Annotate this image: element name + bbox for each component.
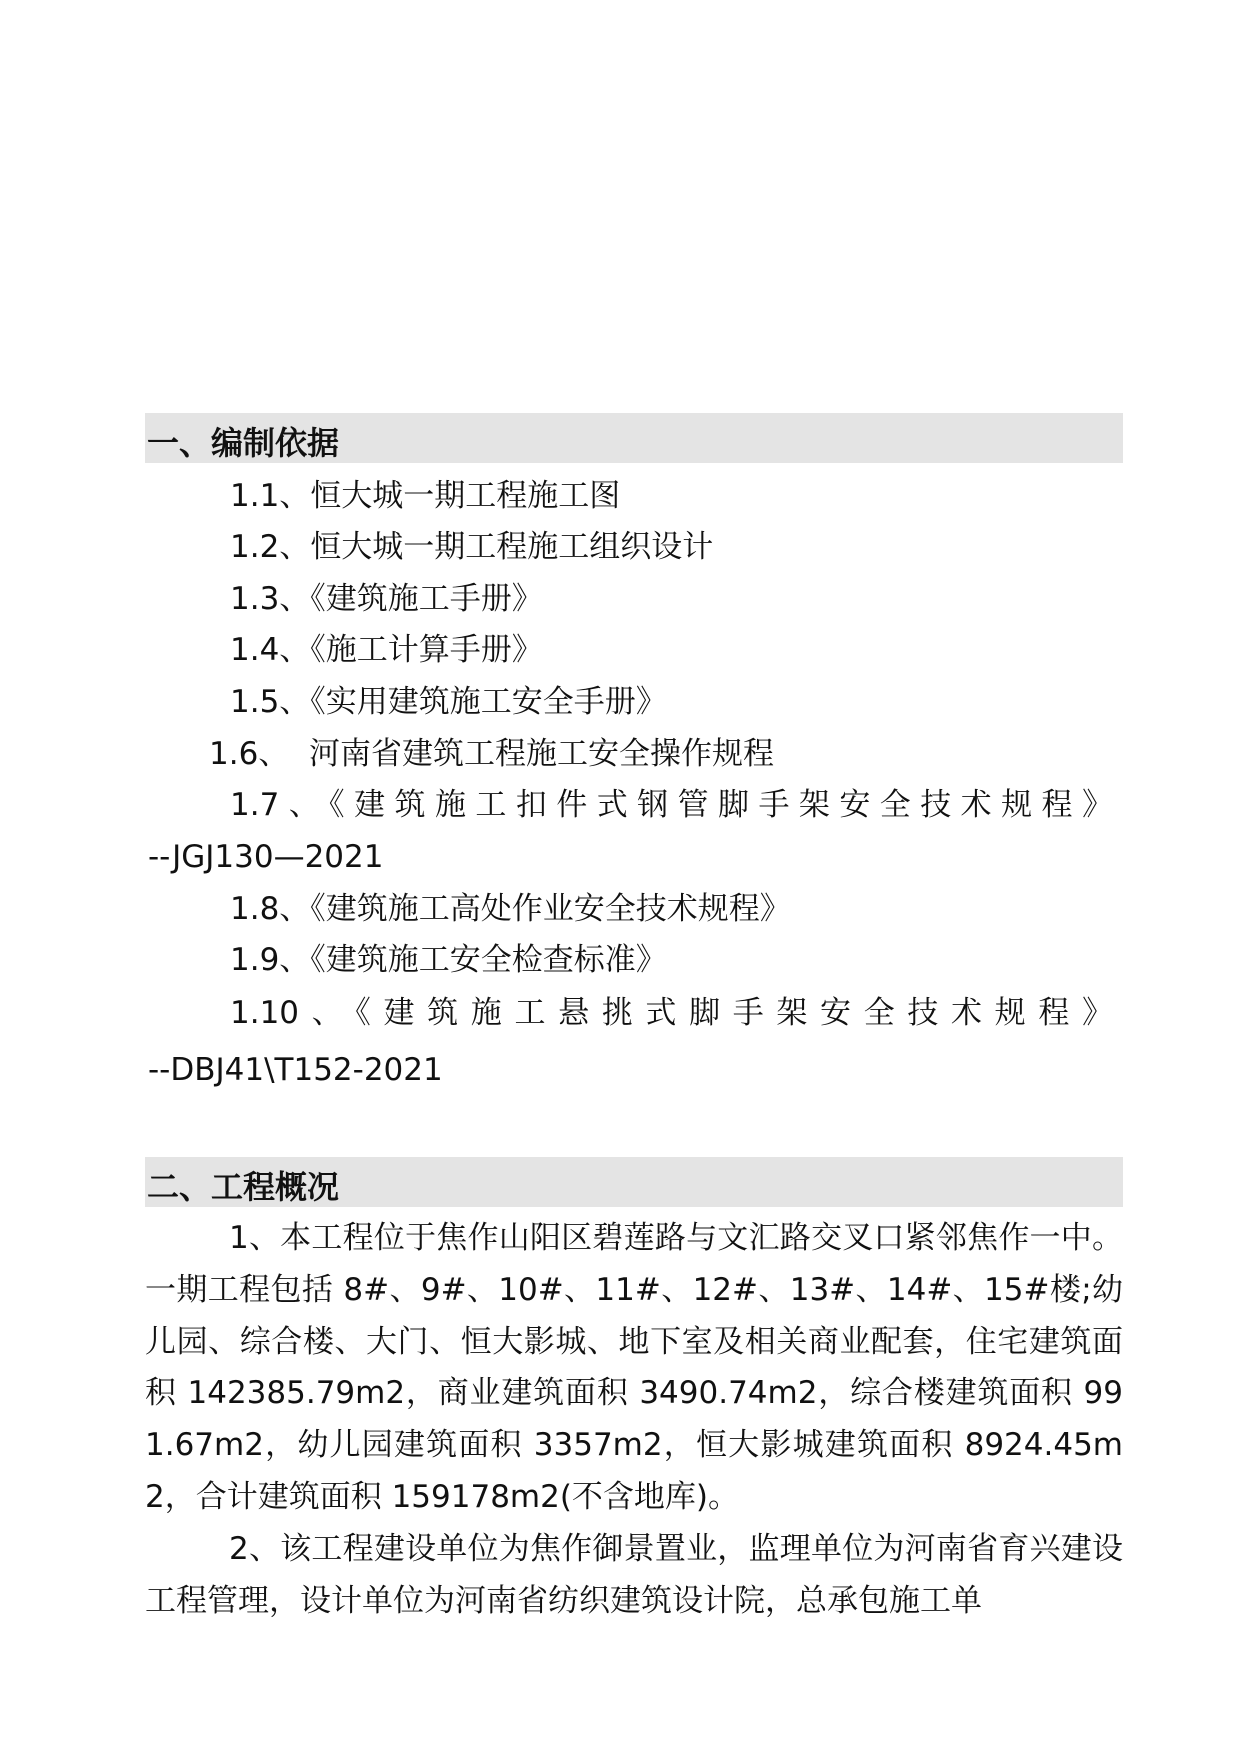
paragraph: 1、本工程位于焦作山阳区碧莲路与文汇路交叉口紧邻焦作一中。一期工程包括 8#、9#、10#、11#、12#、13#、14#、15#楼;幼儿园、综合楼、大门、恒大影城、地下室及相关商业配套，住宅建筑面积 142385.79m2，商业建筑面积 3490.74m2，综合楼建筑面积 991.67m2，幼儿园建筑面积 3357m2，恒大影城建筑面积 8924.45m2，合计建筑面积 159178m2(不含地库)。 [145, 1220, 1123, 1515]
list-item: 1.4、《施工计算手册》 [230, 632, 543, 668]
list-item: 1.2、恒大城一期工程施工组织设计 [230, 529, 714, 565]
list-item: 1.1、恒大城一期工程施工图 [230, 478, 621, 514]
section-header-basis [145, 413, 1123, 463]
list-item: 1.3、《建筑施工手册》 [230, 581, 543, 617]
list-item: 1.8、《建筑施工高处作业安全技术规程》 [230, 891, 791, 927]
list-item: 1.5、《实用建筑施工安全手册》 [230, 684, 667, 720]
list-item [230, 993, 1113, 1033]
list-item: 1.9、《建筑施工安全检查标准》 [230, 942, 667, 978]
list-item-text: 1.7、《建筑施工扣件式钢管脚手架安全技术规程》 [230, 787, 1113, 823]
list-item-text: 1.10、《建筑施工悬挑式脚手架安全技术规程》 [230, 995, 1113, 1031]
section-title: 一、编制依据 [147, 424, 340, 462]
section-title: 二、工程概况 [147, 1168, 340, 1206]
list-item-continuation: --JGJ130—2021 [148, 839, 384, 875]
list-item: 1.6、 河南省建筑工程施工安全操作规程 [209, 736, 775, 772]
paragraph: 2、该工程建设单位为焦作御景置业，监理单位为河南省育兴建设工程管理，设计单位为河南省纺织建筑设计院，总承包施工单 [145, 1531, 1123, 1619]
list-item [230, 785, 1113, 825]
list-item-continuation: --DBJ41\T152-2021 [148, 1052, 443, 1088]
section-header-overview [145, 1157, 1123, 1207]
